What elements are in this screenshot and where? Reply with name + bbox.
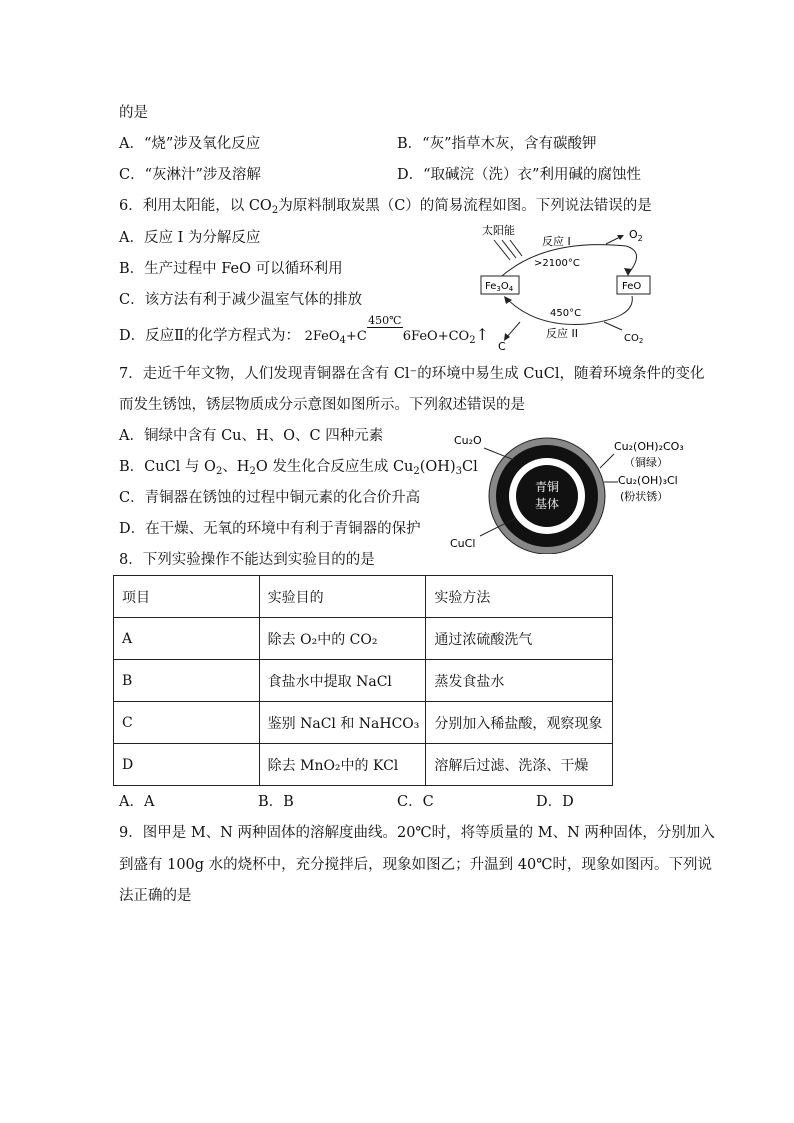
question-8-stem: 8．下列实验操作不能达到实验目的的是	[119, 552, 375, 568]
q6-choice-b: B．生产过程中 FeO 可以循环利用	[119, 261, 343, 277]
question-6-stem: 6．利用太阳能，以 $CO_2$为原料制取炭黑（C）的简易流程如图。下列说法错误的是	[119, 198, 652, 216]
feo-label: FeO	[622, 281, 642, 292]
row-label: D	[114, 744, 260, 786]
row-purpose: 除去 O₂中的 CO₂	[259, 618, 426, 660]
row-purpose: 鉴别 NaCl 和 NaHCO₃	[259, 702, 426, 744]
co2-label: $CO_2$	[624, 333, 644, 345]
q8-choice-c: C．C	[397, 794, 434, 810]
table-header-row	[114, 576, 613, 618]
q8-choice-d: D．D	[536, 794, 574, 810]
q7-choice-c: C．青铜器在锈蚀的过程中铜元素的化合价升高	[119, 490, 421, 506]
experiment-table	[113, 575, 613, 786]
table-row	[114, 744, 613, 786]
powder-rust-formula: Cu₂(OH)₃Cl	[618, 474, 678, 487]
reaction-1-label: 反应 I	[542, 235, 571, 248]
reaction-1-condition: >2100°C	[534, 258, 580, 269]
bronze-core	[516, 465, 578, 527]
table-row	[114, 702, 613, 744]
reaction-2-condition: 450°C	[550, 308, 582, 319]
q5-choice-a: A．“烧”涉及氧化反应	[119, 136, 261, 152]
q7-rust-diagram	[444, 426, 704, 554]
verdigris-pointer	[600, 454, 614, 468]
q8-choice-b: B．B	[258, 794, 294, 810]
row-method: 溶解后过滤、洗涤、干燥	[426, 744, 613, 786]
question-9-stem-line-1: 9．图甲是 M、N 两种固体的溶解度曲线。20℃时，将等质量的 M、N 两种固体，分别加入	[119, 825, 715, 841]
q7-choice-b: B．CuCl 与 $O_2$、$H_2O$ 发生化合反应生成 $Cu_2(OH)_3Cl$	[119, 459, 478, 477]
q8-choice-a: A．A	[119, 794, 155, 810]
q6-flow-diagram	[476, 218, 676, 353]
o2-label: $O_2$	[629, 228, 643, 243]
q7-choice-d: D．在干燥、无氧的环境中有利于青铜器的保护	[119, 521, 421, 537]
sun-label: 太阳能	[482, 224, 515, 237]
q5-choice-c: C．“灰淋汁”涉及溶解	[119, 167, 261, 183]
row-purpose: 食盐水中提取 NaCl	[259, 660, 426, 702]
q6-choice-a: A．反应 I 为分解反应	[119, 230, 261, 246]
reaction-condition: 450℃	[368, 314, 402, 327]
verdigris-name: （铜绿）	[624, 456, 668, 469]
table-row	[114, 618, 613, 660]
co2-inlet-line	[604, 322, 622, 330]
upper-arc-arrowhead	[624, 268, 632, 276]
reaction-2-label: 反应 II	[546, 327, 578, 340]
table-row	[114, 660, 613, 702]
row-label: A	[114, 618, 260, 660]
question-9-stem-line-2: 到盛有 100g 水的烧杯中，充分搅拌后，现象如图乙；升温到 40℃时，现象如图丙。下列说	[119, 857, 712, 873]
verdigris-formula: Cu₂(OH)₂CO₃	[614, 440, 684, 453]
row-method: 通过浓硫酸洗气	[426, 618, 613, 660]
question-5-stem-tail: 的是	[119, 105, 148, 121]
question-7-stem-line-2: 而发生锈蚀，锈层物质成分示意图如图所示。下列叙述错误的是	[119, 397, 525, 413]
rust-svg	[444, 426, 704, 554]
row-method: 分别加入稀盐酸，观察现象	[426, 702, 613, 744]
header-item: 项目	[114, 576, 260, 618]
q5-choice-d: D．“取碱浣（洗）衣”利用碱的腐蚀性	[397, 167, 641, 183]
question-9-stem-line-3: 法正确的是	[119, 888, 192, 904]
sun-ray-1	[494, 240, 510, 260]
cucl-label: CuCl	[450, 537, 476, 550]
flow-svg	[476, 218, 676, 353]
core-label-1: 青铜	[534, 480, 560, 494]
q5-choice-b: B．“灰”指草木灰，含有碳酸钾	[397, 136, 597, 152]
question-7-stem-line-1: 7．走近千年文物，人们发现青铜器在含有 Cl⁻的环境中易生成 CuCl，随着环境条件的变化	[119, 366, 705, 382]
powder-rust-name: (粉状锈）	[620, 490, 669, 503]
row-purpose: 除去 MnO₂中的 KCl	[259, 744, 426, 786]
q6-choice-c: C．该方法有利于减少温室气体的排放	[119, 292, 363, 308]
q7-choice-a: A．铜绿中含有 Cu、H、O、C 四种元素	[119, 428, 384, 444]
header-purpose: 实验目的	[259, 576, 426, 618]
row-method: 蒸发食盐水	[426, 660, 613, 702]
sun-ray-2	[502, 240, 516, 258]
c-label: C	[498, 340, 506, 353]
header-method: 实验方法	[426, 576, 613, 618]
fe3o4-label: $Fe_3O_4$	[485, 281, 514, 293]
cu2o-label: Cu₂O	[454, 434, 482, 447]
row-label: B	[114, 660, 260, 702]
q6-choice-d: D．反应Ⅱ的化学方程式为： 2FeO$_4$+C 450℃ $6FeO+CO_2↑$	[119, 314, 489, 346]
sun-ray-3	[510, 240, 522, 256]
core-label-2: 基体	[534, 497, 560, 511]
row-label: C	[114, 702, 260, 744]
